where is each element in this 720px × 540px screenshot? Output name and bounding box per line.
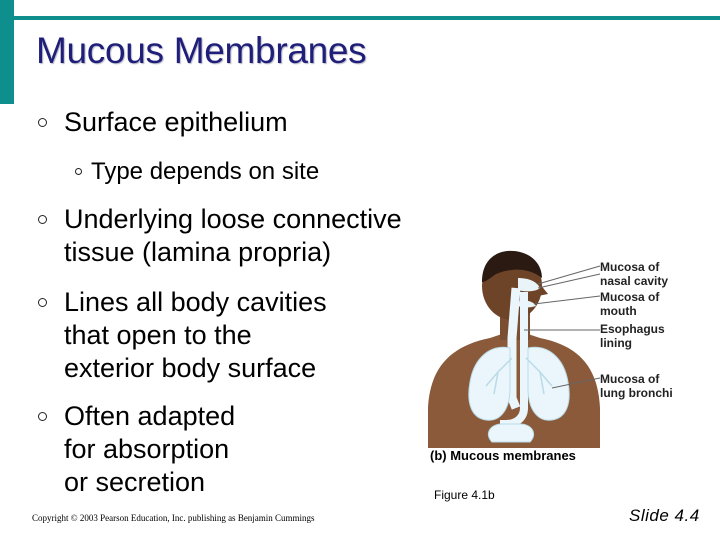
label-esophagus: Esophagus lining — [600, 322, 665, 350]
label-nasal-cavity: Mucosa of nasal cavity — [600, 260, 669, 288]
sub-bullet-type — [91, 157, 319, 187]
mucous-membrane-figure — [420, 248, 710, 473]
bullet-line: Often adapted — [64, 401, 236, 431]
bullet-line: for absorption — [64, 434, 230, 464]
copyright-notice: Copyright © 2003 Pearson Education, Inc. publishing as Benjamin Cummings — [32, 513, 315, 523]
bullet-line: Underlying loose connective — [64, 204, 402, 234]
label-mouth: Mucosa of mouth — [600, 290, 660, 318]
bullet-text: Surface epithelium — [64, 107, 288, 137]
bullet-line: or secretion — [64, 467, 206, 497]
accent-bar-left — [0, 0, 14, 104]
bullet-line: exterior body surface — [64, 353, 317, 383]
slide-number: Slide 4.4 — [629, 506, 700, 525]
bullet-line: that open to the — [64, 320, 252, 350]
figure-reference: Figure 4.1b — [434, 488, 495, 502]
bullet-icon — [38, 298, 47, 307]
slide-title: Mucous Membranes — [36, 30, 367, 71]
bullet-icon — [38, 412, 47, 421]
bullet-lines-cavities — [64, 286, 327, 385]
bullet-line: Lines all body cavities — [64, 287, 327, 317]
bullet-adapted — [64, 400, 235, 499]
bullet-icon — [38, 118, 47, 127]
label-lung-bronchi: Mucosa of lung bronchi — [600, 372, 673, 400]
bullet-surface-epithelium — [64, 106, 288, 139]
bullet-line: tissue (lamina propria) — [64, 237, 332, 267]
sub-bullet-text: Type depends on site — [91, 158, 320, 185]
sub-bullet-icon — [75, 168, 82, 175]
bullet-icon — [38, 215, 47, 224]
bullet-underlying-tissue — [64, 203, 402, 269]
figure-caption: (b) Mucous membranes — [430, 448, 576, 463]
accent-bar-top — [14, 16, 720, 20]
